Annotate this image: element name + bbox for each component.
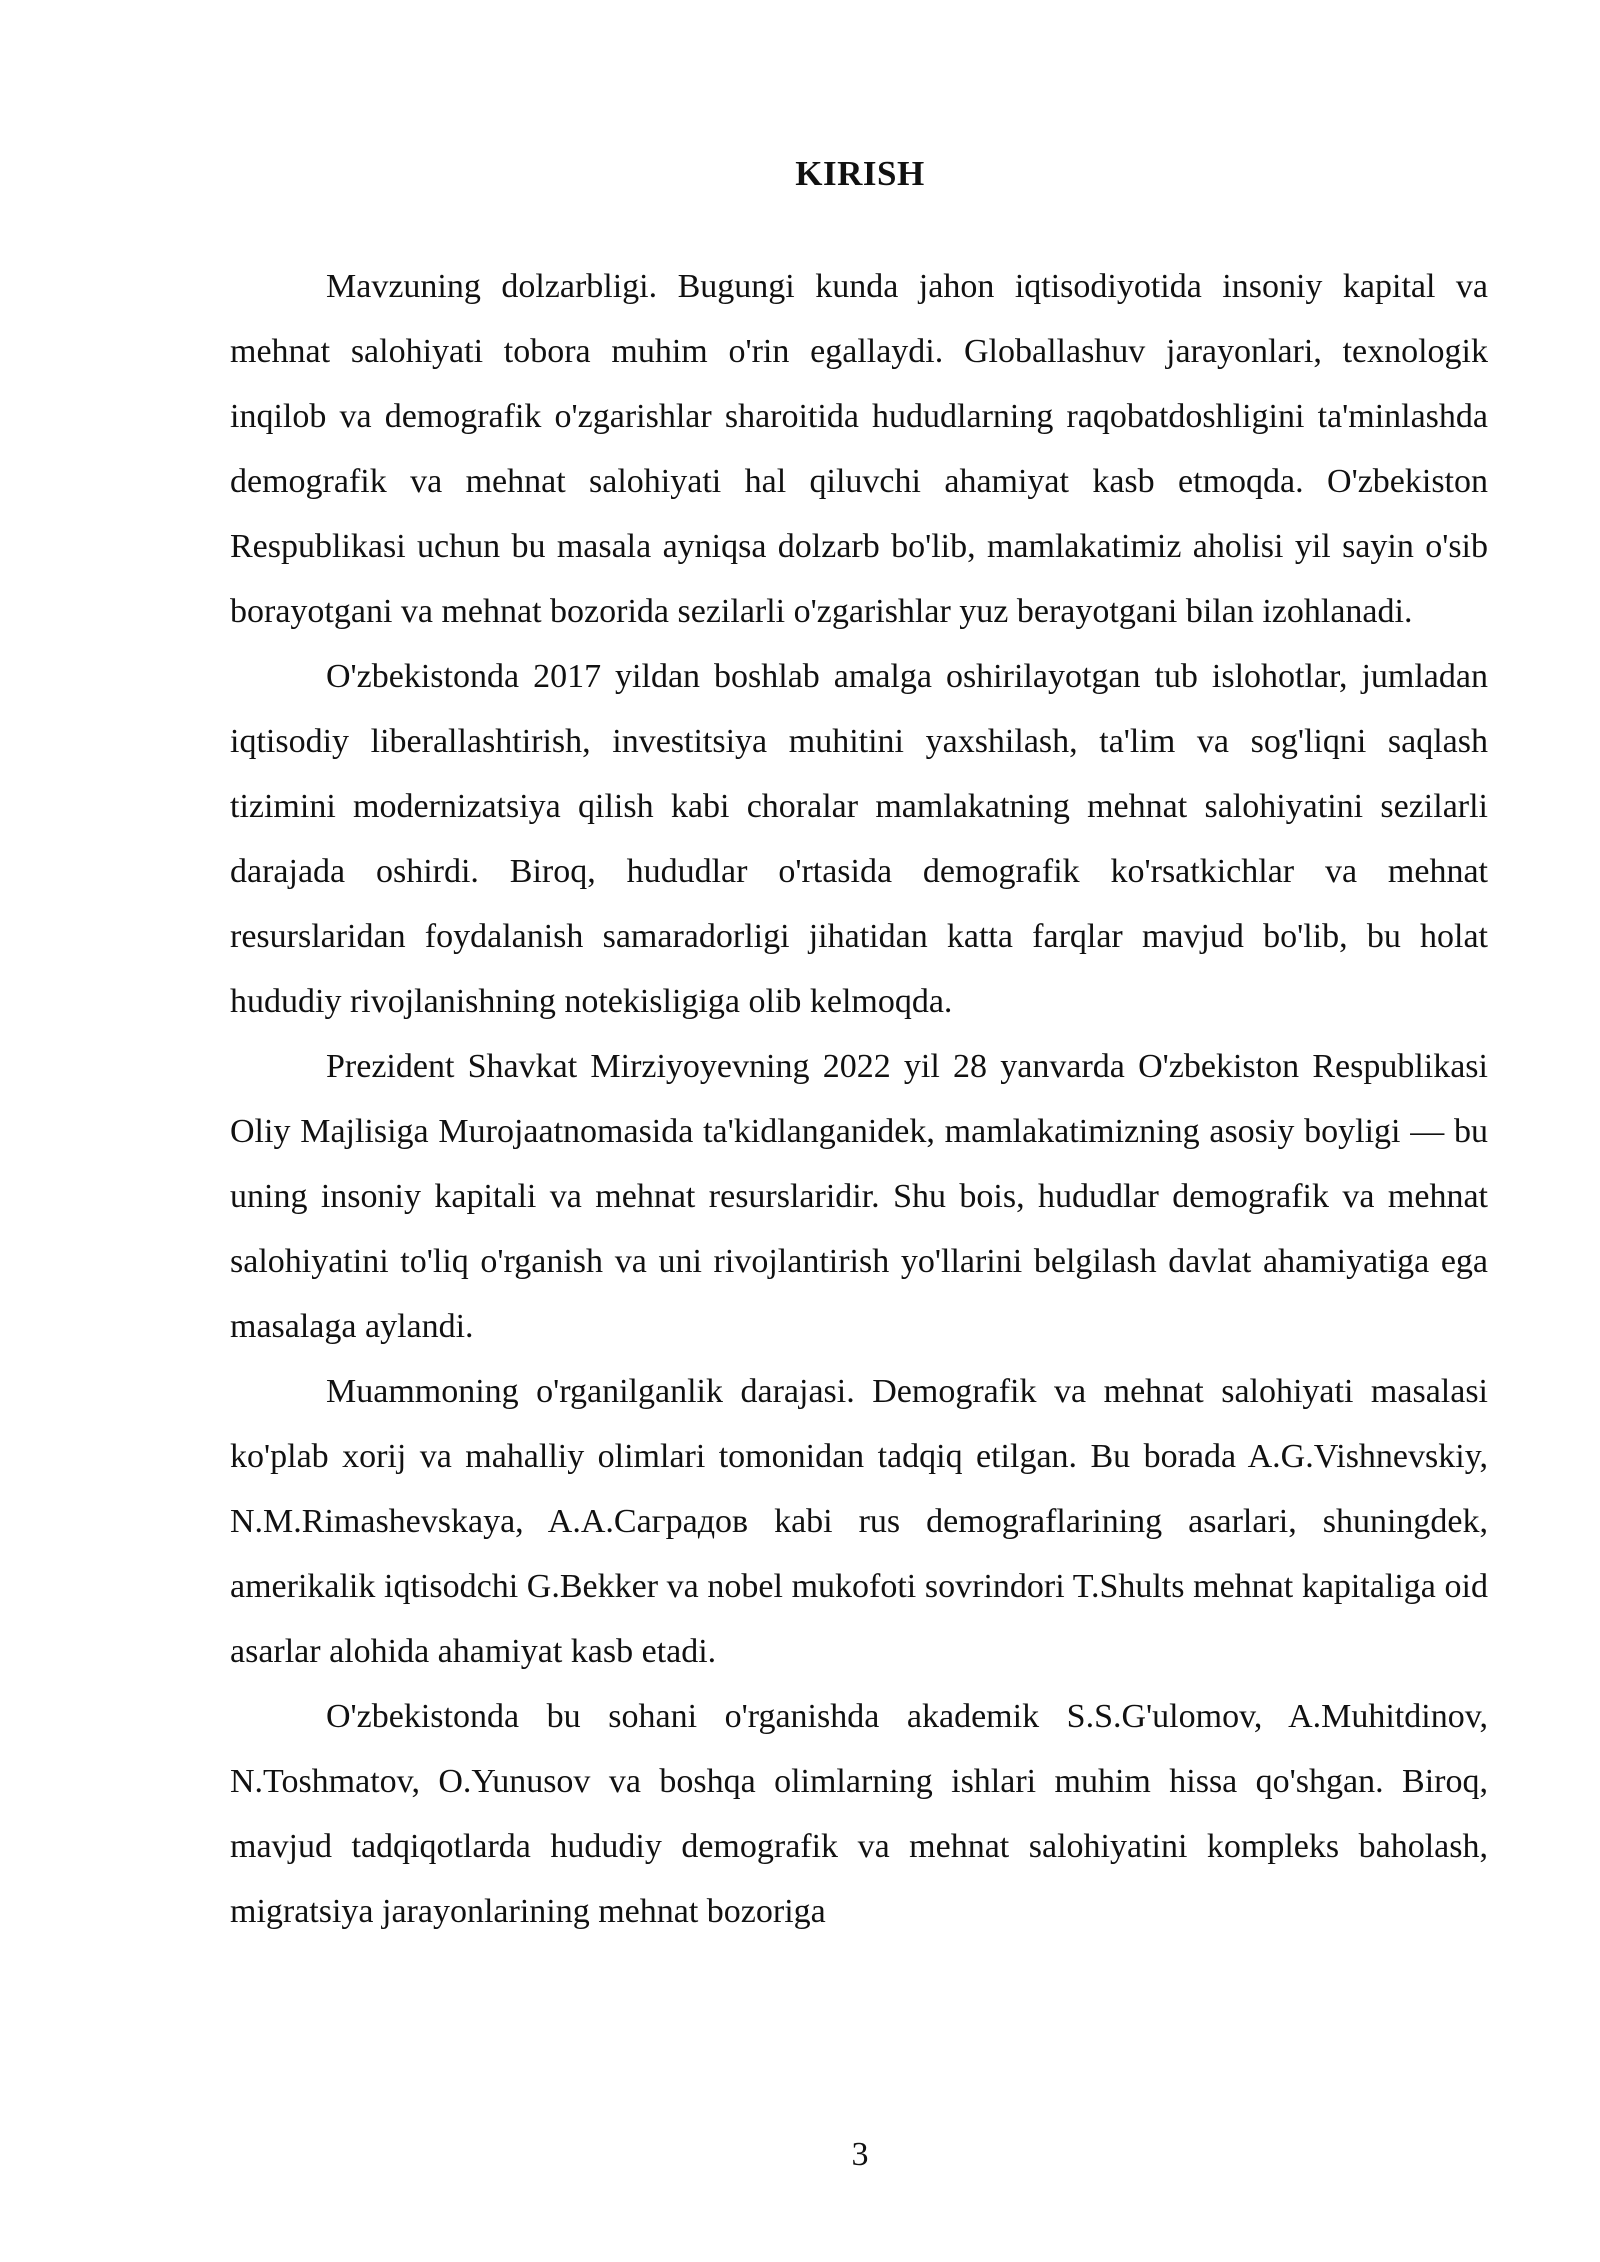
paragraph-uzbek-scholars: O'zbekistonda bu sohani o'rganishda akademik S.S.G'ulomov, A.Muhitdinov, N.Toshmatov, O.Yunusov va boshqa olimlarning ishlari muhim hissa qo'shgan. Biroq, mavjud tadqiqotlarda hududiy demografik va mehnat salohiyatini kompleks baholash, migratsiya jarayonlarining mehnat bozoriga [230,1698,1488,1930]
page-number: 3 [851,2136,869,2173]
section-heading: KIRISH [795,154,925,193]
paragraph-president-address: Prezident Shavkat Mirziyoyevning 2022 yil 28 yanvarda O'zbekiston Respublikasi Oliy Majlisiga Murojaatnomasida ta'kidlanganidek, mamlakatimizning asosiy boyligi — bu uning insoniy kapitali va mehnat resurslaridir. Shu bois, hududlar demografik va mehnat salohiyatini to'liq o'rganish va uni rivojlantirish yo'llarini belgilash davlat ahamiyatiga ega masalaga aylandi. [230,1048,1488,1345]
paragraph-relevance: Mavzuning dolzarbligi. Bugungi kunda jahon iqtisodiyotida insoniy kapital va mehnat salohiyati tobora muhim o'rin egallaydi. Globallashuv jarayonlari, texnologik inqilob va demografik o'zgarishlar sharoitida hududlarning raqobatdoshligini ta'minlashda demografik va mehnat salohiyati hal qiluvchi ahamiyat kasb etmoqda. O'zbekiston Respublikasi uchun bu masala ayniqsa dolzarb bo'lib, mamlakatimiz aholisi yil sayin o'sib borayotgani va mehnat bozorida sezilarli o'zgarishlar yuz berayotgani bilan izohlanadi. [230,268,1488,630]
paragraph-research-level: Muammoning o'rganilganlik darajasi. Demografik va mehnat salohiyati masalasi ko'plab xorij va mahalliy olimlari tomonidan tadqiq etilgan. Bu borada A.G.Vishnevskiy, N.M.Rimashevskaya, A.A.Саградов kabi rus demograflarining asarlari, shuningdek, amerikalik iqtisodchi G.Bekker va nobel mukofoti sovrindori T.Shults mehnat kapitaliga oid asarlar alohida ahamiyat kasb etadi. [230,1373,1488,1670]
paragraph-reforms: O'zbekistonda 2017 yildan boshlab amalga oshirilayotgan tub islohotlar, jumladan iqtisodiy liberallashtirish, investitsiya muhitini yaxshilash, ta'lim va sog'liqni saqlash tizimini modernizatsiya qilish kabi choralar mamlakatning mehnat salohiyatini sezilarli darajada oshirdi. Biroq, hududlar o'rtasida demografik ko'rsatkichlar va mehnat resurslaridan foydalanish samaradorligi jihatidan katta farqlar mavjud bo'lib, bu holat hududiy rivojlanishning notekisligiga olib kelmoqda. [230,658,1488,1020]
body-text [230,254,1488,1944]
